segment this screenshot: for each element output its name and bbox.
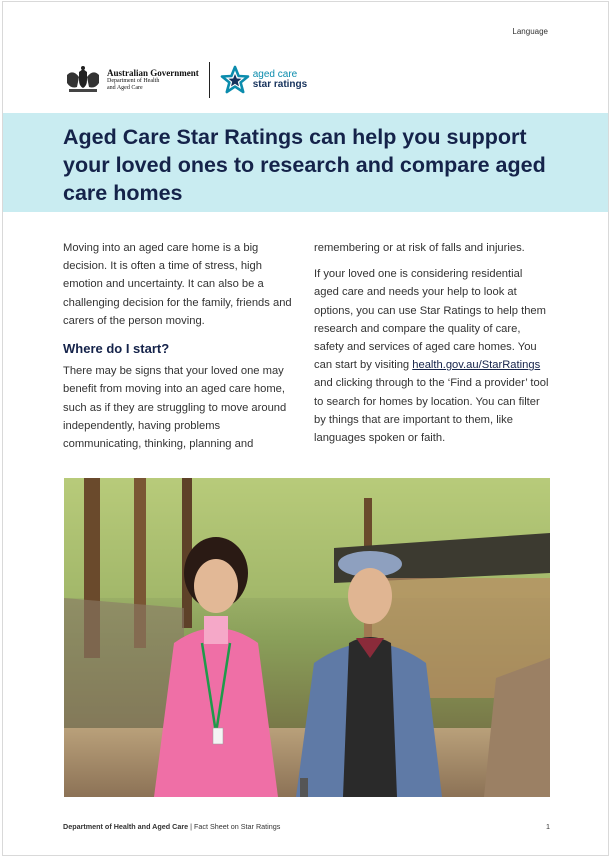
page-number: 1	[546, 822, 550, 831]
page-footer	[63, 822, 550, 831]
gov-line2: Department of Health	[107, 78, 160, 85]
text-column-right	[314, 239, 550, 455]
footer-org: Department of Health and Aged Care	[63, 822, 189, 831]
star-icon	[220, 65, 250, 95]
brand-line2: star ratings	[252, 79, 308, 90]
section-heading: Where do I start?	[63, 341, 170, 357]
fact-sheet-page	[2, 1, 609, 856]
paragraph-text-before-link: If your loved one is considering residential aged care and needs your help to look at options, you can use Star Ratings to help them research and compare the quality of care, safety and services of aged care homes. You can start by visiting	[314, 268, 546, 372]
brand-line1: aged care	[252, 69, 298, 80]
coat-of-arms-icon	[63, 65, 103, 95]
signs-paragraph-continued: remembering or at risk of falls and injuries.	[314, 242, 525, 254]
logo-divider	[209, 62, 210, 98]
paragraph-text-after-link: and clicking through to the ‘Find a provider’ tool to search for homes by location. You can filter by things that are important to them, like languages spoken or faith.	[314, 377, 549, 445]
text-column-left	[63, 239, 295, 461]
star-ratings-wordmark	[253, 70, 307, 90]
star-ratings-link[interactable]: health.gov.au/StarRatings	[412, 359, 541, 372]
gov-line1: Australian Government	[107, 67, 199, 78]
star-ratings-paragraph	[314, 265, 550, 447]
language-link[interactable]: Language	[512, 27, 548, 36]
logo-row	[63, 60, 307, 100]
signs-paragraph: There may be signs that your loved one may benefit from moving into an aged care home, such as if they are struggling to move around independently, having problems communicating, thinking, planning and	[63, 365, 287, 451]
carer-and-resident-photo	[64, 478, 550, 797]
title-banner	[3, 113, 609, 212]
footer-doc: Fact Sheet on Star Ratings	[194, 822, 281, 831]
intro-paragraph: Moving into an aged care home is a big decision. It is often a time of stress, high emotion and uncertainty. It can also be a challenging decision for the family, friends and carers of the person moving.	[63, 242, 292, 327]
gov-line3: and Aged Care	[107, 84, 143, 91]
footer-separator: |	[188, 822, 195, 831]
government-wordmark	[107, 69, 199, 91]
page-title: Aged Care Star Ratings can help you support your loved ones to research and compare aged care homes	[63, 125, 546, 205]
